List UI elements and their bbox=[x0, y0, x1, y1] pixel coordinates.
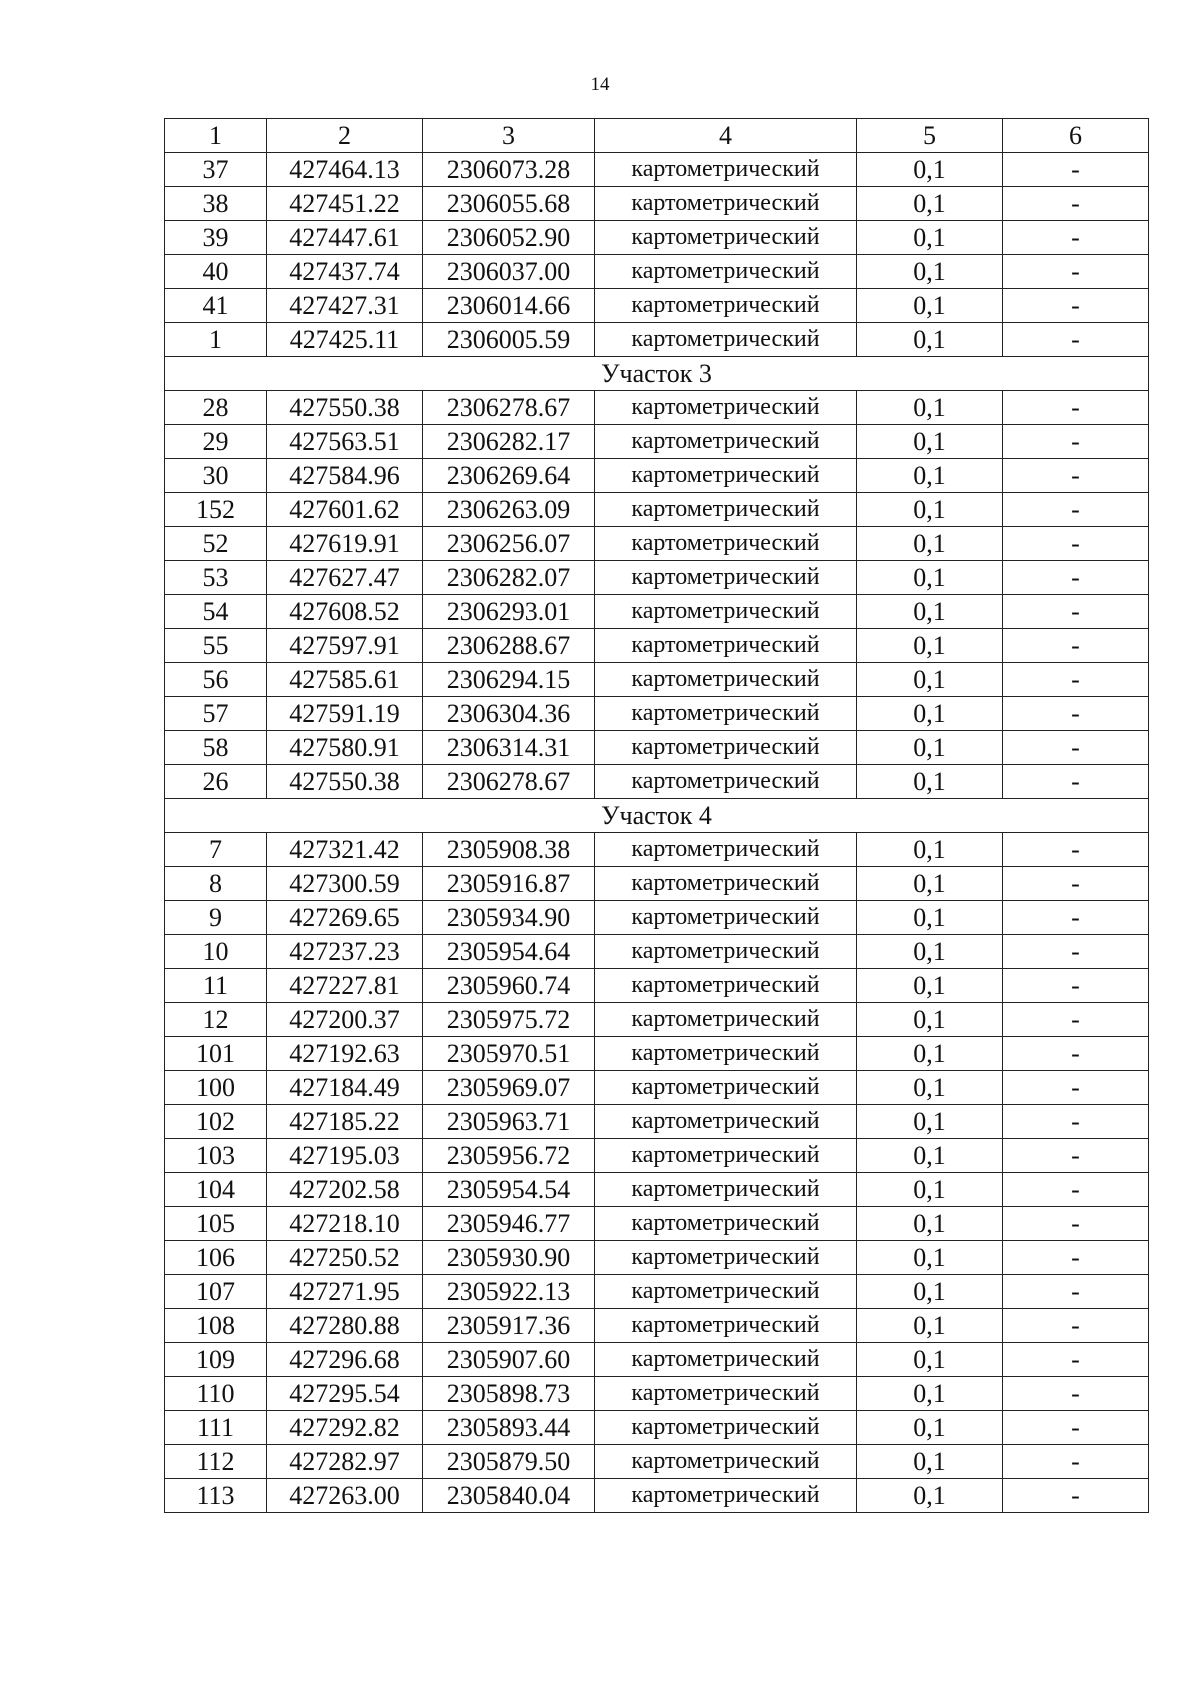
method-cell: картометрический bbox=[595, 629, 857, 663]
table-body bbox=[165, 119, 1149, 1513]
point-number-cell: 100 bbox=[165, 1071, 267, 1105]
x-coordinate-cell: 427550.38 bbox=[267, 765, 423, 799]
note-cell: - bbox=[1003, 901, 1149, 935]
table-row bbox=[165, 153, 1149, 187]
point-number-cell: 103 bbox=[165, 1139, 267, 1173]
accuracy-cell: 0,1 bbox=[857, 1479, 1003, 1513]
accuracy-cell: 0,1 bbox=[857, 561, 1003, 595]
table-row bbox=[165, 595, 1149, 629]
accuracy-cell: 0,1 bbox=[857, 833, 1003, 867]
note-cell: - bbox=[1003, 527, 1149, 561]
note-cell: - bbox=[1003, 1241, 1149, 1275]
table-row bbox=[165, 391, 1149, 425]
table-row bbox=[165, 1479, 1149, 1513]
y-coordinate-cell: 2306294.15 bbox=[423, 663, 595, 697]
point-number-cell: 57 bbox=[165, 697, 267, 731]
table-row bbox=[165, 221, 1149, 255]
point-number-cell: 113 bbox=[165, 1479, 267, 1513]
table-row bbox=[165, 867, 1149, 901]
x-coordinate-cell: 427295.54 bbox=[267, 1377, 423, 1411]
method-cell: картометрический bbox=[595, 1377, 857, 1411]
method-cell: картометрический bbox=[595, 323, 857, 357]
x-coordinate-cell: 427464.13 bbox=[267, 153, 423, 187]
method-cell: картометрический bbox=[595, 697, 857, 731]
table-row bbox=[165, 935, 1149, 969]
note-cell: - bbox=[1003, 1377, 1149, 1411]
note-cell: - bbox=[1003, 1309, 1149, 1343]
table-row bbox=[165, 1411, 1149, 1445]
accuracy-cell: 0,1 bbox=[857, 187, 1003, 221]
note-cell: - bbox=[1003, 1411, 1149, 1445]
note-cell: - bbox=[1003, 1479, 1149, 1513]
table-row bbox=[165, 1241, 1149, 1275]
y-coordinate-cell: 2306278.67 bbox=[423, 765, 595, 799]
y-coordinate-cell: 2305954.54 bbox=[423, 1173, 595, 1207]
y-coordinate-cell: 2306073.28 bbox=[423, 153, 595, 187]
note-cell: - bbox=[1003, 425, 1149, 459]
table-row bbox=[165, 425, 1149, 459]
point-number-cell: 111 bbox=[165, 1411, 267, 1445]
x-coordinate-cell: 427608.52 bbox=[267, 595, 423, 629]
column-header: 6 bbox=[1003, 119, 1149, 153]
method-cell: картометрический bbox=[595, 459, 857, 493]
table-row bbox=[165, 1275, 1149, 1309]
x-coordinate-cell: 427585.61 bbox=[267, 663, 423, 697]
point-number-cell: 108 bbox=[165, 1309, 267, 1343]
point-number-cell: 10 bbox=[165, 935, 267, 969]
note-cell: - bbox=[1003, 153, 1149, 187]
method-cell: картометрический bbox=[595, 187, 857, 221]
x-coordinate-cell: 427597.91 bbox=[267, 629, 423, 663]
accuracy-cell: 0,1 bbox=[857, 289, 1003, 323]
point-number-cell: 112 bbox=[165, 1445, 267, 1479]
accuracy-cell: 0,1 bbox=[857, 731, 1003, 765]
y-coordinate-cell: 2306005.59 bbox=[423, 323, 595, 357]
y-coordinate-cell: 2306304.36 bbox=[423, 697, 595, 731]
accuracy-cell: 0,1 bbox=[857, 425, 1003, 459]
point-number-cell: 28 bbox=[165, 391, 267, 425]
table-row bbox=[165, 765, 1149, 799]
method-cell: картометрический bbox=[595, 1105, 857, 1139]
method-cell: картометрический bbox=[595, 493, 857, 527]
method-cell: картометрический bbox=[595, 1173, 857, 1207]
y-coordinate-cell: 2306055.68 bbox=[423, 187, 595, 221]
point-number-cell: 56 bbox=[165, 663, 267, 697]
accuracy-cell: 0,1 bbox=[857, 765, 1003, 799]
x-coordinate-cell: 427292.82 bbox=[267, 1411, 423, 1445]
x-coordinate-cell: 427269.65 bbox=[267, 901, 423, 935]
section-title: Участок 3 bbox=[165, 357, 1149, 391]
accuracy-cell: 0,1 bbox=[857, 1377, 1003, 1411]
accuracy-cell: 0,1 bbox=[857, 1411, 1003, 1445]
column-header: 3 bbox=[423, 119, 595, 153]
y-coordinate-cell: 2306037.00 bbox=[423, 255, 595, 289]
note-cell: - bbox=[1003, 1139, 1149, 1173]
point-number-cell: 9 bbox=[165, 901, 267, 935]
method-cell: картометрический bbox=[595, 935, 857, 969]
table-row bbox=[165, 1207, 1149, 1241]
table-row bbox=[165, 289, 1149, 323]
note-cell: - bbox=[1003, 289, 1149, 323]
x-coordinate-cell: 427218.10 bbox=[267, 1207, 423, 1241]
x-coordinate-cell: 427250.52 bbox=[267, 1241, 423, 1275]
method-cell: картометрический bbox=[595, 1037, 857, 1071]
x-coordinate-cell: 427300.59 bbox=[267, 867, 423, 901]
table-row bbox=[165, 969, 1149, 1003]
x-coordinate-cell: 427195.03 bbox=[267, 1139, 423, 1173]
accuracy-cell: 0,1 bbox=[857, 663, 1003, 697]
point-number-cell: 8 bbox=[165, 867, 267, 901]
accuracy-cell: 0,1 bbox=[857, 221, 1003, 255]
coordinates-table bbox=[164, 118, 1149, 1513]
note-cell: - bbox=[1003, 1037, 1149, 1071]
table-row bbox=[165, 1377, 1149, 1411]
method-cell: картометрический bbox=[595, 153, 857, 187]
table-row bbox=[165, 731, 1149, 765]
point-number-cell: 41 bbox=[165, 289, 267, 323]
note-cell: - bbox=[1003, 1343, 1149, 1377]
accuracy-cell: 0,1 bbox=[857, 255, 1003, 289]
accuracy-cell: 0,1 bbox=[857, 153, 1003, 187]
x-coordinate-cell: 427447.61 bbox=[267, 221, 423, 255]
x-coordinate-cell: 427282.97 bbox=[267, 1445, 423, 1479]
table-header-row bbox=[165, 119, 1149, 153]
x-coordinate-cell: 427591.19 bbox=[267, 697, 423, 731]
x-coordinate-cell: 427427.31 bbox=[267, 289, 423, 323]
table-row bbox=[165, 1003, 1149, 1037]
y-coordinate-cell: 2305960.74 bbox=[423, 969, 595, 1003]
x-coordinate-cell: 427627.47 bbox=[267, 561, 423, 595]
method-cell: картометрический bbox=[595, 1275, 857, 1309]
point-number-cell: 53 bbox=[165, 561, 267, 595]
method-cell: картометрический bbox=[595, 1309, 857, 1343]
note-cell: - bbox=[1003, 493, 1149, 527]
accuracy-cell: 0,1 bbox=[857, 1173, 1003, 1207]
point-number-cell: 1 bbox=[165, 323, 267, 357]
point-number-cell: 106 bbox=[165, 1241, 267, 1275]
table-row bbox=[165, 187, 1149, 221]
point-number-cell: 40 bbox=[165, 255, 267, 289]
table-row bbox=[165, 1343, 1149, 1377]
table-row bbox=[165, 1445, 1149, 1479]
note-cell: - bbox=[1003, 629, 1149, 663]
accuracy-cell: 0,1 bbox=[857, 323, 1003, 357]
note-cell: - bbox=[1003, 697, 1149, 731]
y-coordinate-cell: 2305917.36 bbox=[423, 1309, 595, 1343]
point-number-cell: 104 bbox=[165, 1173, 267, 1207]
y-coordinate-cell: 2305908.38 bbox=[423, 833, 595, 867]
y-coordinate-cell: 2306293.01 bbox=[423, 595, 595, 629]
note-cell: - bbox=[1003, 1445, 1149, 1479]
method-cell: картометрический bbox=[595, 765, 857, 799]
point-number-cell: 109 bbox=[165, 1343, 267, 1377]
accuracy-cell: 0,1 bbox=[857, 1445, 1003, 1479]
method-cell: картометрический bbox=[595, 1071, 857, 1105]
y-coordinate-cell: 2305963.71 bbox=[423, 1105, 595, 1139]
x-coordinate-cell: 427200.37 bbox=[267, 1003, 423, 1037]
column-header: 5 bbox=[857, 119, 1003, 153]
point-number-cell: 107 bbox=[165, 1275, 267, 1309]
y-coordinate-cell: 2306052.90 bbox=[423, 221, 595, 255]
accuracy-cell: 0,1 bbox=[857, 1003, 1003, 1037]
x-coordinate-cell: 427192.63 bbox=[267, 1037, 423, 1071]
point-number-cell: 102 bbox=[165, 1105, 267, 1139]
note-cell: - bbox=[1003, 323, 1149, 357]
table-row bbox=[165, 901, 1149, 935]
x-coordinate-cell: 427271.95 bbox=[267, 1275, 423, 1309]
accuracy-cell: 0,1 bbox=[857, 595, 1003, 629]
accuracy-cell: 0,1 bbox=[857, 527, 1003, 561]
method-cell: картометрический bbox=[595, 731, 857, 765]
method-cell: картометрический bbox=[595, 561, 857, 595]
method-cell: картометрический bbox=[595, 833, 857, 867]
table-row bbox=[165, 663, 1149, 697]
y-coordinate-cell: 2305916.87 bbox=[423, 867, 595, 901]
y-coordinate-cell: 2306014.66 bbox=[423, 289, 595, 323]
note-cell: - bbox=[1003, 663, 1149, 697]
x-coordinate-cell: 427280.88 bbox=[267, 1309, 423, 1343]
method-cell: картометрический bbox=[595, 255, 857, 289]
y-coordinate-cell: 2305898.73 bbox=[423, 1377, 595, 1411]
table-row bbox=[165, 561, 1149, 595]
table-row bbox=[165, 459, 1149, 493]
accuracy-cell: 0,1 bbox=[857, 493, 1003, 527]
accuracy-cell: 0,1 bbox=[857, 1207, 1003, 1241]
accuracy-cell: 0,1 bbox=[857, 1037, 1003, 1071]
x-coordinate-cell: 427550.38 bbox=[267, 391, 423, 425]
point-number-cell: 39 bbox=[165, 221, 267, 255]
x-coordinate-cell: 427425.11 bbox=[267, 323, 423, 357]
method-cell: картометрический bbox=[595, 901, 857, 935]
note-cell: - bbox=[1003, 935, 1149, 969]
y-coordinate-cell: 2305954.64 bbox=[423, 935, 595, 969]
y-coordinate-cell: 2305879.50 bbox=[423, 1445, 595, 1479]
point-number-cell: 12 bbox=[165, 1003, 267, 1037]
accuracy-cell: 0,1 bbox=[857, 697, 1003, 731]
note-cell: - bbox=[1003, 221, 1149, 255]
x-coordinate-cell: 427296.68 bbox=[267, 1343, 423, 1377]
accuracy-cell: 0,1 bbox=[857, 459, 1003, 493]
y-coordinate-cell: 2306263.09 bbox=[423, 493, 595, 527]
point-number-cell: 30 bbox=[165, 459, 267, 493]
point-number-cell: 152 bbox=[165, 493, 267, 527]
note-cell: - bbox=[1003, 1173, 1149, 1207]
page-number: 14 bbox=[590, 74, 610, 95]
note-cell: - bbox=[1003, 187, 1149, 221]
y-coordinate-cell: 2305930.90 bbox=[423, 1241, 595, 1275]
section-title: Участок 4 bbox=[165, 799, 1149, 833]
accuracy-cell: 0,1 bbox=[857, 969, 1003, 1003]
note-cell: - bbox=[1003, 459, 1149, 493]
note-cell: - bbox=[1003, 833, 1149, 867]
method-cell: картометрический bbox=[595, 1411, 857, 1445]
point-number-cell: 110 bbox=[165, 1377, 267, 1411]
method-cell: картометрический bbox=[595, 663, 857, 697]
x-coordinate-cell: 427619.91 bbox=[267, 527, 423, 561]
x-coordinate-cell: 427185.22 bbox=[267, 1105, 423, 1139]
table-row bbox=[165, 527, 1149, 561]
section-title-row bbox=[165, 357, 1149, 391]
y-coordinate-cell: 2305975.72 bbox=[423, 1003, 595, 1037]
x-coordinate-cell: 427184.49 bbox=[267, 1071, 423, 1105]
point-number-cell: 11 bbox=[165, 969, 267, 1003]
y-coordinate-cell: 2306282.17 bbox=[423, 425, 595, 459]
method-cell: картометрический bbox=[595, 391, 857, 425]
table-row bbox=[165, 1071, 1149, 1105]
note-cell: - bbox=[1003, 867, 1149, 901]
table-row bbox=[165, 629, 1149, 663]
method-cell: картометрический bbox=[595, 425, 857, 459]
accuracy-cell: 0,1 bbox=[857, 1241, 1003, 1275]
point-number-cell: 38 bbox=[165, 187, 267, 221]
y-coordinate-cell: 2306314.31 bbox=[423, 731, 595, 765]
note-cell: - bbox=[1003, 731, 1149, 765]
table-row bbox=[165, 697, 1149, 731]
accuracy-cell: 0,1 bbox=[857, 1139, 1003, 1173]
note-cell: - bbox=[1003, 1275, 1149, 1309]
note-cell: - bbox=[1003, 561, 1149, 595]
accuracy-cell: 0,1 bbox=[857, 867, 1003, 901]
method-cell: картометрический bbox=[595, 969, 857, 1003]
point-number-cell: 52 bbox=[165, 527, 267, 561]
accuracy-cell: 0,1 bbox=[857, 1071, 1003, 1105]
y-coordinate-cell: 2306256.07 bbox=[423, 527, 595, 561]
section-title-row bbox=[165, 799, 1149, 833]
note-cell: - bbox=[1003, 255, 1149, 289]
note-cell: - bbox=[1003, 1207, 1149, 1241]
table-row bbox=[165, 1173, 1149, 1207]
x-coordinate-cell: 427563.51 bbox=[267, 425, 423, 459]
table-row bbox=[165, 1309, 1149, 1343]
note-cell: - bbox=[1003, 391, 1149, 425]
note-cell: - bbox=[1003, 1003, 1149, 1037]
y-coordinate-cell: 2306288.67 bbox=[423, 629, 595, 663]
y-coordinate-cell: 2305969.07 bbox=[423, 1071, 595, 1105]
point-number-cell: 105 bbox=[165, 1207, 267, 1241]
method-cell: картометрический bbox=[595, 1139, 857, 1173]
method-cell: картометрический bbox=[595, 1241, 857, 1275]
y-coordinate-cell: 2306269.64 bbox=[423, 459, 595, 493]
note-cell: - bbox=[1003, 969, 1149, 1003]
x-coordinate-cell: 427584.96 bbox=[267, 459, 423, 493]
accuracy-cell: 0,1 bbox=[857, 1343, 1003, 1377]
table-row bbox=[165, 1037, 1149, 1071]
y-coordinate-cell: 2305956.72 bbox=[423, 1139, 595, 1173]
accuracy-cell: 0,1 bbox=[857, 1275, 1003, 1309]
table-row bbox=[165, 833, 1149, 867]
y-coordinate-cell: 2305934.90 bbox=[423, 901, 595, 935]
method-cell: картометрический bbox=[595, 289, 857, 323]
note-cell: - bbox=[1003, 1071, 1149, 1105]
point-number-cell: 54 bbox=[165, 595, 267, 629]
table-row bbox=[165, 1105, 1149, 1139]
method-cell: картометрический bbox=[595, 867, 857, 901]
accuracy-cell: 0,1 bbox=[857, 935, 1003, 969]
accuracy-cell: 0,1 bbox=[857, 629, 1003, 663]
column-header: 4 bbox=[595, 119, 857, 153]
point-number-cell: 55 bbox=[165, 629, 267, 663]
table-row bbox=[165, 1139, 1149, 1173]
note-cell: - bbox=[1003, 595, 1149, 629]
accuracy-cell: 0,1 bbox=[857, 1309, 1003, 1343]
method-cell: картометрический bbox=[595, 595, 857, 629]
method-cell: картометрический bbox=[595, 1207, 857, 1241]
point-number-cell: 101 bbox=[165, 1037, 267, 1071]
y-coordinate-cell: 2305907.60 bbox=[423, 1343, 595, 1377]
table-row bbox=[165, 255, 1149, 289]
y-coordinate-cell: 2305893.44 bbox=[423, 1411, 595, 1445]
y-coordinate-cell: 2306278.67 bbox=[423, 391, 595, 425]
y-coordinate-cell: 2306282.07 bbox=[423, 561, 595, 595]
x-coordinate-cell: 427580.91 bbox=[267, 731, 423, 765]
accuracy-cell: 0,1 bbox=[857, 1105, 1003, 1139]
x-coordinate-cell: 427321.42 bbox=[267, 833, 423, 867]
point-number-cell: 26 bbox=[165, 765, 267, 799]
y-coordinate-cell: 2305922.13 bbox=[423, 1275, 595, 1309]
x-coordinate-cell: 427237.23 bbox=[267, 935, 423, 969]
x-coordinate-cell: 427227.81 bbox=[267, 969, 423, 1003]
note-cell: - bbox=[1003, 765, 1149, 799]
column-header: 2 bbox=[267, 119, 423, 153]
x-coordinate-cell: 427437.74 bbox=[267, 255, 423, 289]
method-cell: картометрический bbox=[595, 1343, 857, 1377]
accuracy-cell: 0,1 bbox=[857, 391, 1003, 425]
method-cell: картометрический bbox=[595, 1479, 857, 1513]
point-number-cell: 7 bbox=[165, 833, 267, 867]
x-coordinate-cell: 427601.62 bbox=[267, 493, 423, 527]
y-coordinate-cell: 2305946.77 bbox=[423, 1207, 595, 1241]
point-number-cell: 37 bbox=[165, 153, 267, 187]
table-row bbox=[165, 323, 1149, 357]
method-cell: картометрический bbox=[595, 221, 857, 255]
column-header: 1 bbox=[165, 119, 267, 153]
x-coordinate-cell: 427451.22 bbox=[267, 187, 423, 221]
x-coordinate-cell: 427263.00 bbox=[267, 1479, 423, 1513]
accuracy-cell: 0,1 bbox=[857, 901, 1003, 935]
y-coordinate-cell: 2305840.04 bbox=[423, 1479, 595, 1513]
table-row bbox=[165, 493, 1149, 527]
x-coordinate-cell: 427202.58 bbox=[267, 1173, 423, 1207]
method-cell: картометрический bbox=[595, 527, 857, 561]
method-cell: картометрический bbox=[595, 1003, 857, 1037]
point-number-cell: 58 bbox=[165, 731, 267, 765]
note-cell: - bbox=[1003, 1105, 1149, 1139]
y-coordinate-cell: 2305970.51 bbox=[423, 1037, 595, 1071]
point-number-cell: 29 bbox=[165, 425, 267, 459]
method-cell: картометрический bbox=[595, 1445, 857, 1479]
